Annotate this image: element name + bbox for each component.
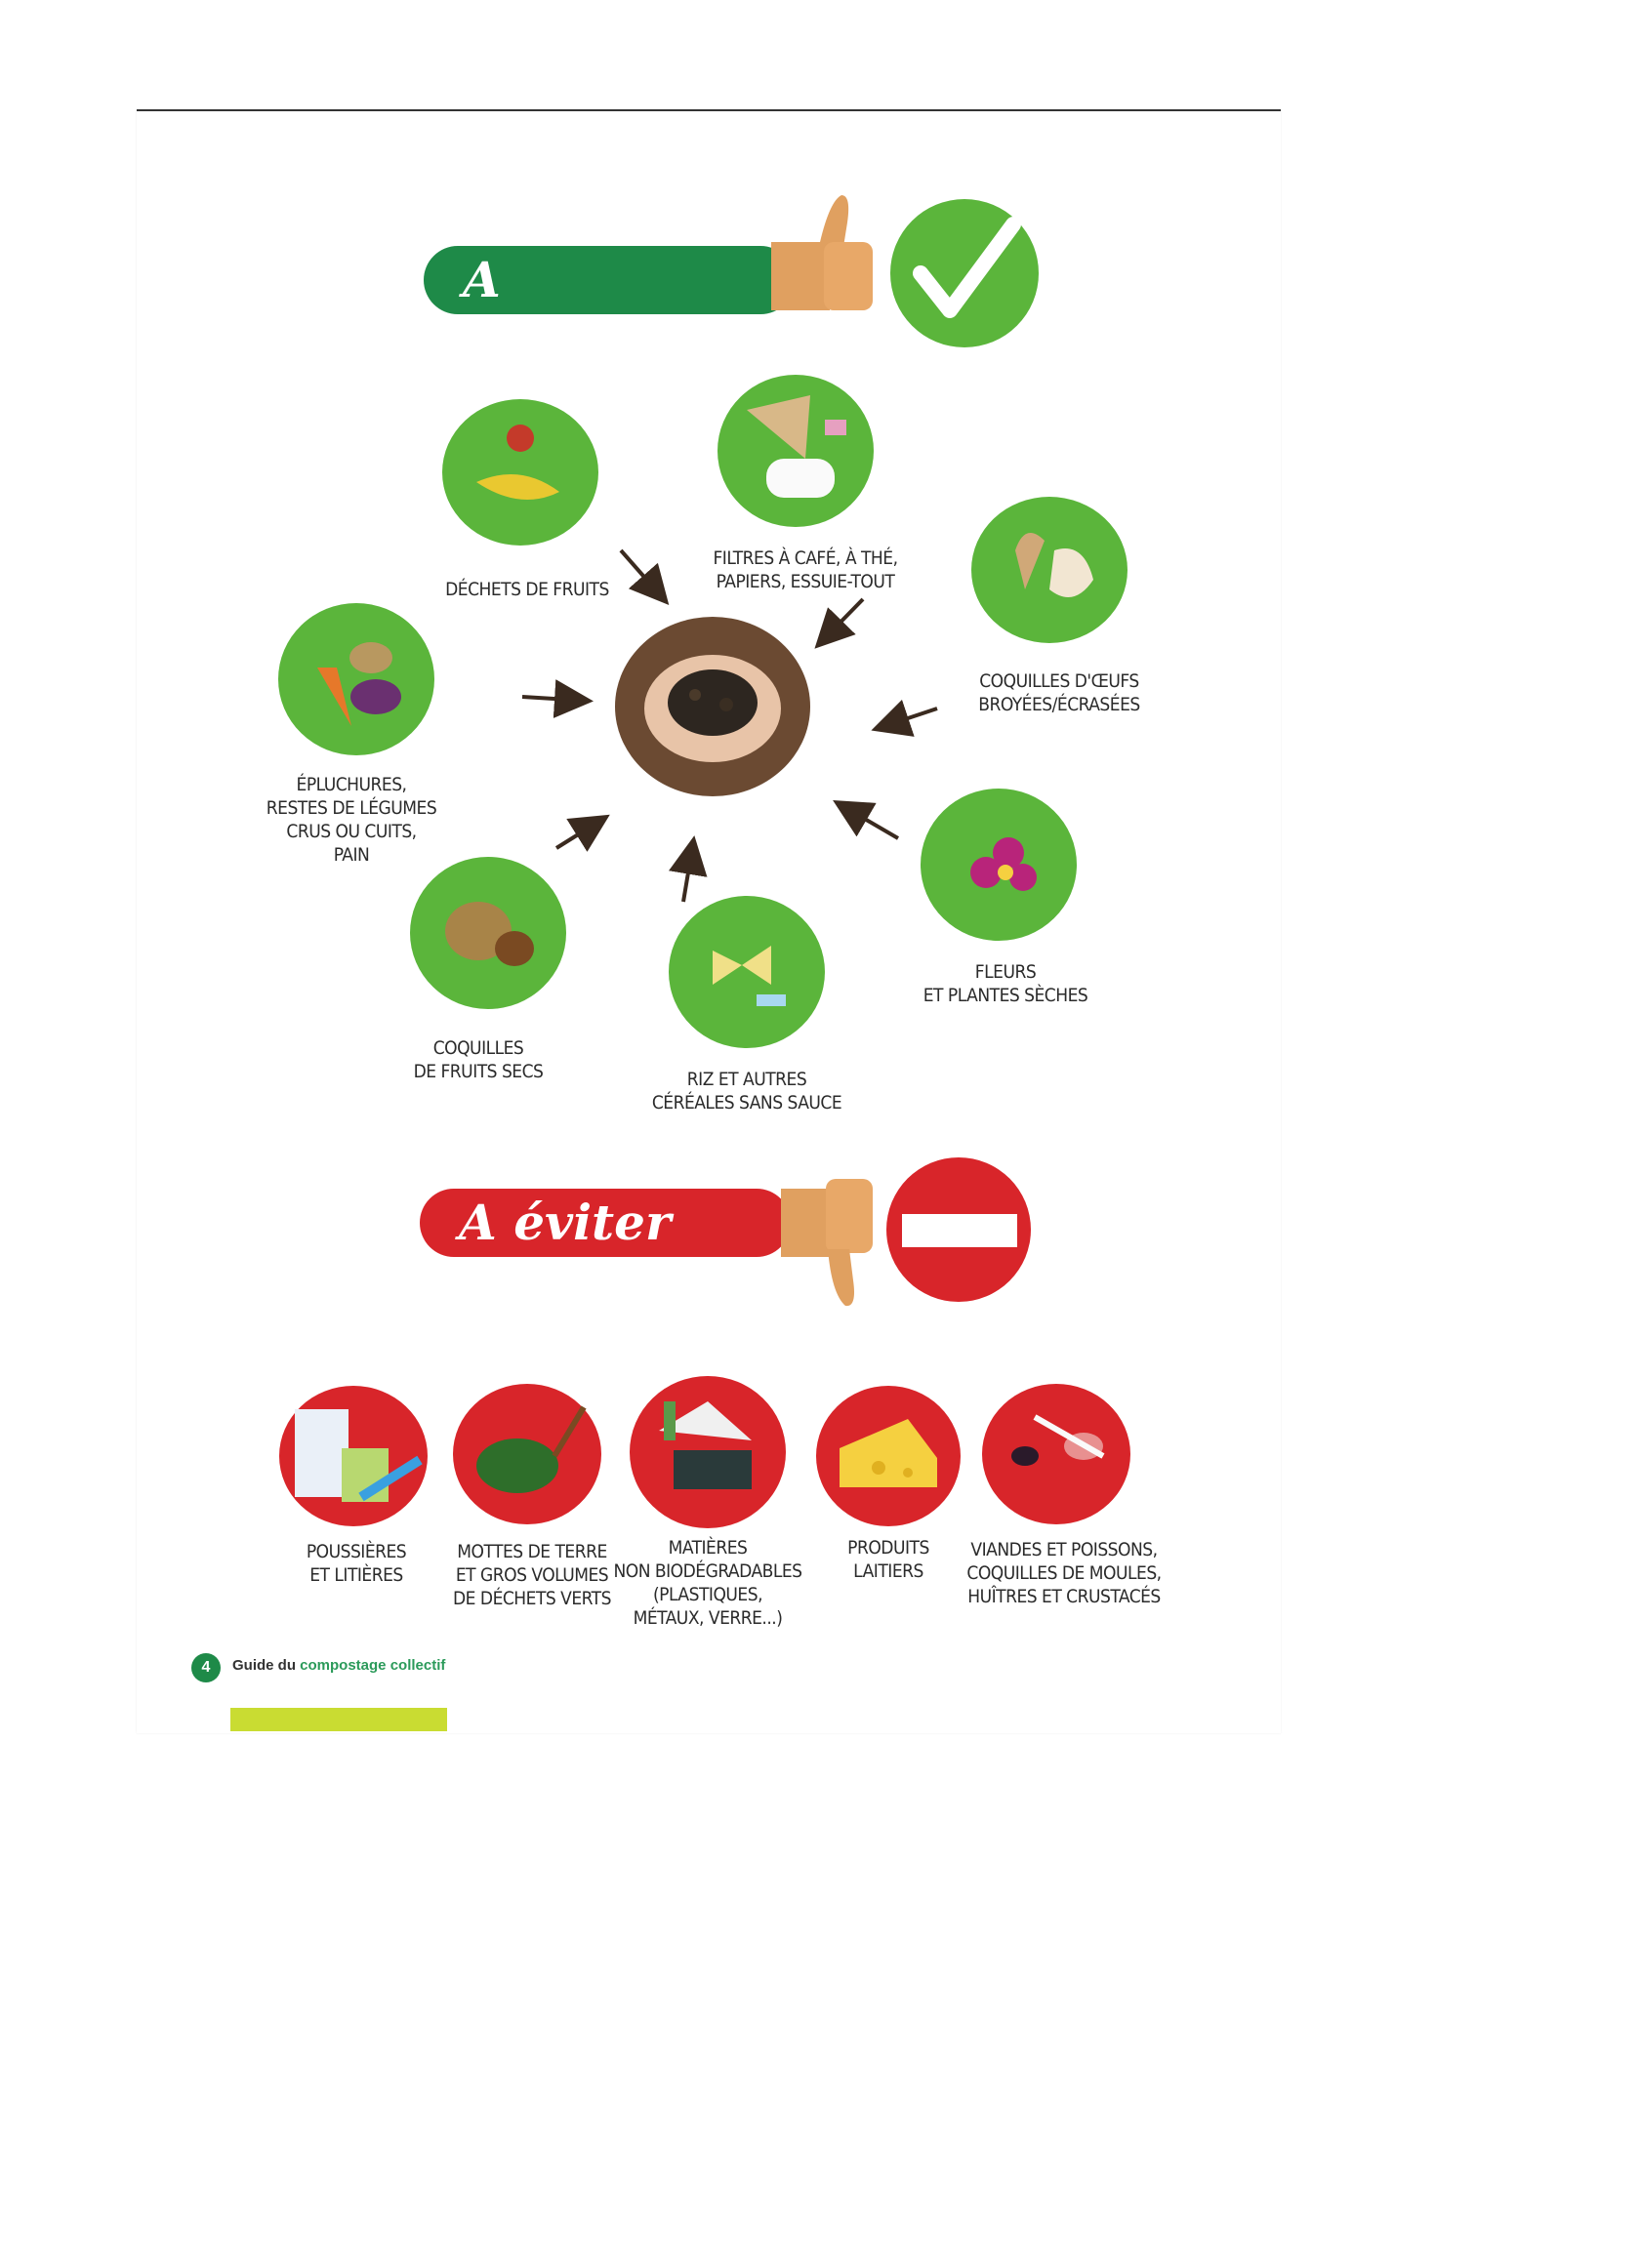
- guide-prefix: Guide du: [232, 1657, 301, 1674]
- compost-title: A composter: [463, 251, 751, 377]
- compost-item-cereal: [664, 892, 830, 1058]
- compost-item-fruit-waste: [437, 394, 603, 555]
- avoid-banner: [420, 1189, 791, 1257]
- label-nut-shell: COQUILLES DE FRUITS SECS: [413, 1037, 544, 1082]
- guide-title: compostage collectif: [300, 1657, 446, 1674]
- label-flower: FLEURS ET PLANTES SÈCHES: [922, 961, 1088, 1006]
- compost-item-nut-shell: [405, 853, 571, 1019]
- label-cereal: RIZ ET AUTRES CÉRÉALES SANS SAUCE: [651, 1069, 842, 1114]
- avoid-title: A éviter: [459, 1194, 672, 1251]
- label-non-biodegradable: MATIÈRES NON BIODÉGRADABLES (PLASTIQUES, MÉTAUX, VERRE...): [613, 1537, 802, 1629]
- dust-litter-icon: [273, 1380, 434, 1531]
- compost-item-eggshell: [966, 492, 1132, 653]
- avoid-item-cheese: [810, 1380, 966, 1536]
- flower-icon: [916, 785, 1082, 946]
- thumbs-down-icon: [771, 1179, 879, 1325]
- soil-clod-icon: [447, 1378, 608, 1529]
- label-vegetable-peel: ÉPLUCHURES, RESTES DE LÉGUMES CRUS OU CUITS, PAIN: [266, 774, 437, 866]
- label-fruit-waste: DÉCHETS DE FRUITS: [445, 579, 609, 600]
- label-soil-clod: MOTTES DE TERRE ET GROS VOLUMES DE DÉCHETS VERTS: [453, 1541, 611, 1609]
- no-entry-icon: [882, 1154, 1035, 1306]
- label-cheese: PRODUITS LAITIERS: [847, 1537, 929, 1582]
- compost-item-vegetable-peel: [273, 599, 439, 765]
- brochure-page: [137, 109, 1281, 1733]
- cereal-icon: [664, 892, 830, 1053]
- footer-bar: [230, 1708, 447, 1731]
- fruit-waste-icon: [437, 394, 603, 550]
- avoid-item-dust-litter: [273, 1380, 434, 1536]
- label-meat-fish: VIANDES ET POISSONS, COQUILLES DE MOULES, HUÎTRES ET CRUSTACÉS: [966, 1539, 1162, 1607]
- label-eggshell: COQUILLES D'ŒUFS BROYÉES/ÉCRASÉES: [978, 670, 1140, 715]
- nut-shell-icon: [405, 853, 571, 1014]
- vegetable-peel-icon: [273, 599, 439, 760]
- non-biodegradable-icon: [625, 1372, 791, 1533]
- guide-footer: [232, 1657, 445, 1674]
- compost-item-flower: [916, 785, 1082, 951]
- avoid-item-meat-fish: [976, 1378, 1137, 1534]
- eggshell-icon: [966, 492, 1132, 648]
- avoid-item-non-biodegradable: [625, 1372, 791, 1538]
- page-number: 4: [191, 1653, 221, 1682]
- coffee-filter-icon: [713, 371, 879, 532]
- label-dust-litter: POUSSIÈRES ET LITIÈRES: [306, 1541, 407, 1586]
- compost-item-coffee-filter: [713, 371, 879, 537]
- meat-fish-icon: [976, 1378, 1137, 1529]
- cheese-icon: [810, 1380, 966, 1531]
- avoid-item-soil-clod: [447, 1378, 608, 1534]
- label-coffee-filter: FILTRES À CAFÉ, À THÉ, PAPIERS, ESSUIE-TOUT: [713, 547, 898, 592]
